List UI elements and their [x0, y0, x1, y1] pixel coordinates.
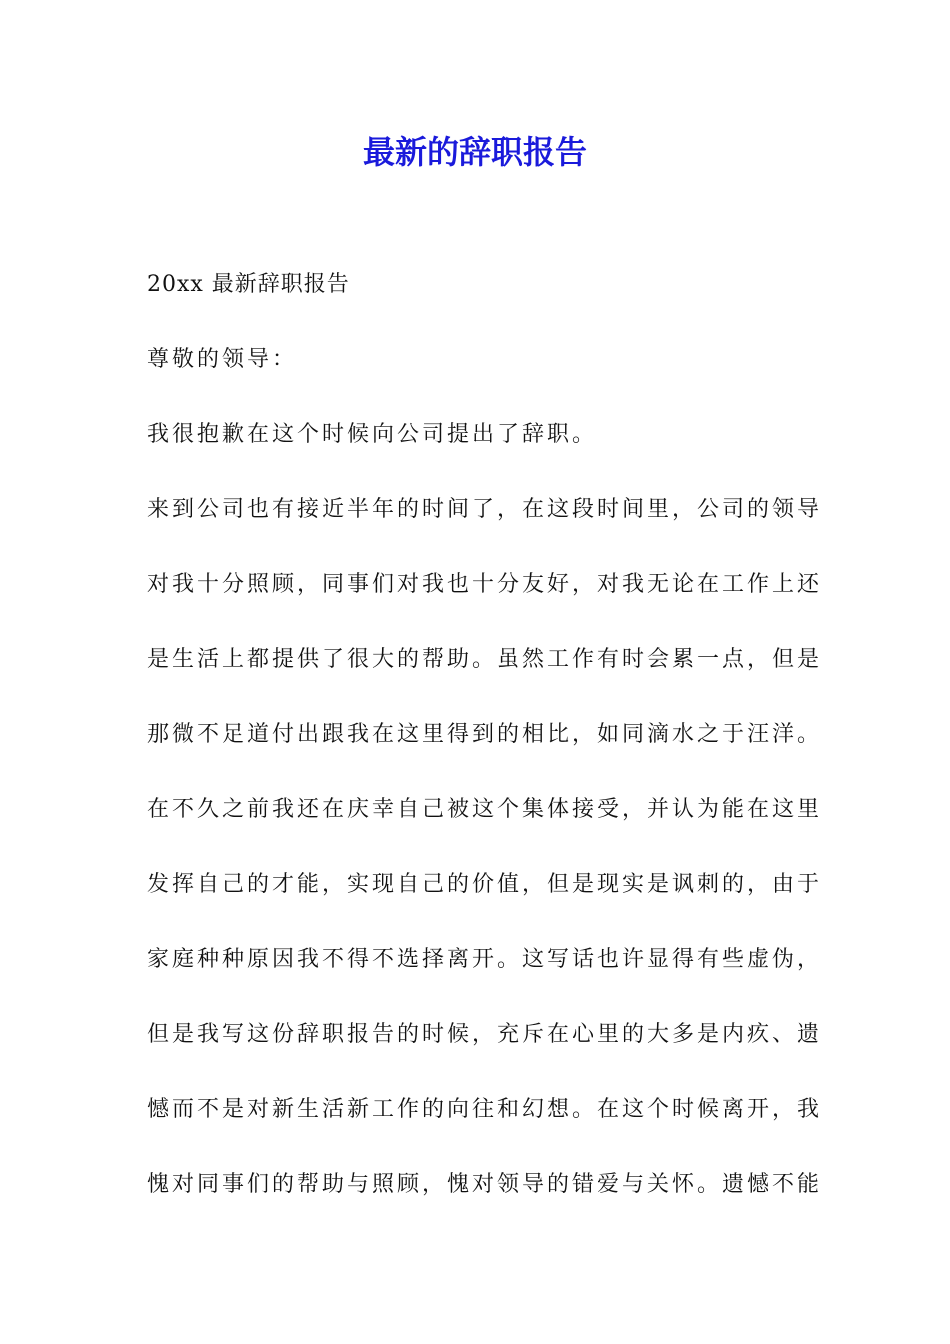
body-line: 但是我写这份辞职报告的时候，充斥在心里的大多是内疚、遗 — [147, 1022, 823, 1047]
body-line: 家庭种种原因我不得不选择离开。这写话也许显得有些虚伪， — [147, 947, 823, 972]
body-line: 在不久之前我还在庆幸自己被这个集体接受，并认为能在这里 — [147, 797, 823, 822]
body-line: 是生活上都提供了很大的帮助。虽然工作有时会累一点，但是 — [147, 647, 823, 672]
document-body — [147, 263, 823, 1238]
body-line: 来到公司也有接近半年的时间了，在这段时间里，公司的领导 — [147, 497, 823, 522]
body-line: 对我十分照顾，同事们对我也十分友好，对我无论在工作上还 — [147, 572, 823, 597]
body-line: 愧对同事们的帮助与照顾，愧对领导的错爱与关怀。遗憾不能 — [147, 1172, 823, 1197]
document-title: 最新的辞职报告 — [362, 133, 587, 171]
body-line: 发挥自己的才能，实现自己的价值，但是现实是讽刺的，由于 — [147, 872, 823, 897]
body-line: 憾而不是对新生活新工作的向往和幻想。在这个时候离开，我 — [147, 1097, 823, 1122]
body-line: 我很抱歉在这个时候向公司提出了辞职。 — [147, 422, 598, 447]
salutation: 尊敬的领导： — [147, 347, 298, 372]
body-line: 那微不足道付出跟我在这里得到的相比，如同滴水之于汪洋。 — [147, 722, 823, 747]
document-subtitle: 20xx 最新辞职报告 — [147, 272, 350, 297]
